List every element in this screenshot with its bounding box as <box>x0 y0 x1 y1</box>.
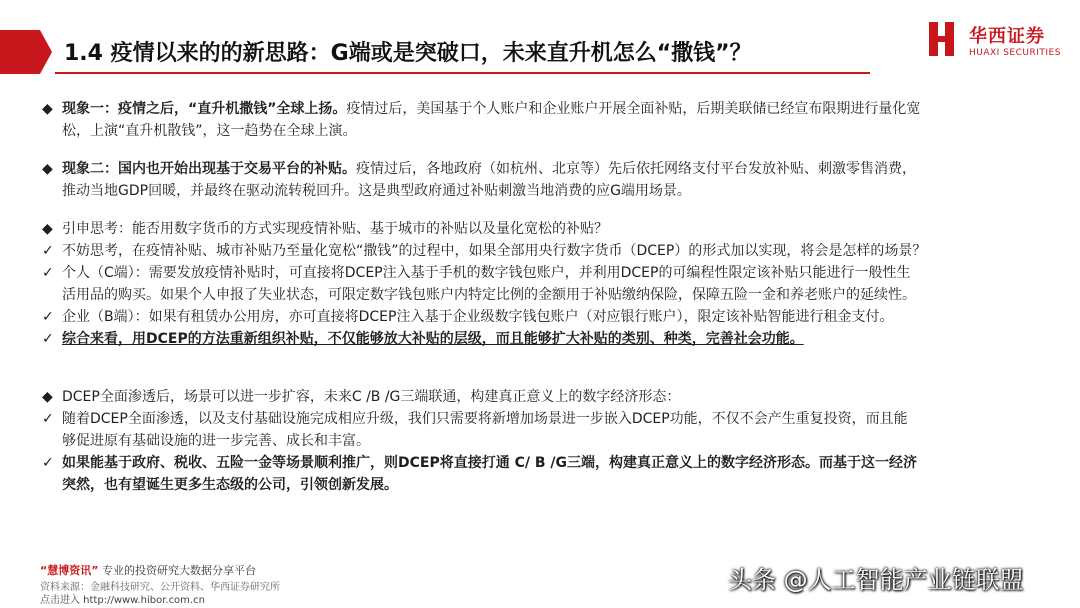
extended-thinking-heading: 引申思考：能否用数字货币的方式实现疫情补贴、基于城市的补贴以及量化宽松的补贴？ <box>62 221 608 237</box>
thinking-point-individual-cont: 活用品的购买。如果个人申报了失业状态，可限定数字钱包账户内特定比例的金额用于补贴缴纳保险，保障五险一金和养老账户的延续性。 <box>62 287 916 303</box>
logo-name-cn: 华西证券 <box>969 26 1045 47</box>
slide-content <box>40 98 1040 496</box>
section-extended-thinking <box>40 218 1040 350</box>
thinking-point-individual: 个人（C端）：需要发放疫情补贴时，可直接将DCEP注入基于手机的数字钱包账户，并利用DCEP的可编程性限定该补贴只能进行一般性生 <box>62 265 911 281</box>
diamond-bullet-icon: ◆ <box>42 389 53 405</box>
title-underline <box>55 72 870 74</box>
diamond-bullet-icon: ◆ <box>42 101 53 117</box>
source-note: 资料来源：金融科技研究、公开资料、华西证券研究所 <box>40 582 280 593</box>
checkmark-icon: ✓ <box>42 455 54 471</box>
dcep-point-two: 如果能基于政府、税收、五险一金等场景顺利推广，则DCEP将直接打通 C/ B /G三端，构建真正意义上的数字经济形态。而基于这一经济 <box>62 455 918 471</box>
phenomenon-two-lead: 现象二：国内也开始出现基于交易平台的补贴。 <box>62 161 356 177</box>
phenomenon-one-lead: 现象一：疫情之后，“直升机撒钱”全球上扬。 <box>62 101 347 117</box>
checkmark-icon: ✓ <box>42 309 54 325</box>
checkmark-icon: ✓ <box>42 265 54 281</box>
thinking-point-enterprise: 企业（B端）：如果有租赁办公用房，亦可直接将DCEP注入基于企业级数字钱包账户（对应银行账户），限定该补贴智能进行租金支付。 <box>62 309 894 325</box>
title-accent-bar <box>0 30 40 74</box>
huaxi-logo-mark-icon <box>925 20 963 60</box>
footer-tagline: 专业的投资研究大数据分享平台 <box>98 564 256 577</box>
phenomenon-two-text: 疫情过后，各地政府（如杭州、北京等）先后依托网络支付平台发放补贴、刺激零售消费， <box>356 161 916 177</box>
footer-brand-line <box>40 562 256 578</box>
huaxi-logo <box>925 20 1061 60</box>
phenomenon-one-text-cont: 松，上演“直升机散钱”，这一趋势在全球上演。 <box>62 123 357 139</box>
phenomenon-two-text-cont: 推动当地GDP回暖，并最终在驱动流转税回升。这是典型政府通过补贴刺激当地消费的应G端用场景。 <box>62 183 691 199</box>
dcep-point-two-cont: 突然，也有望诞生更多生态级的公司，引领创新发展。 <box>62 477 398 493</box>
diamond-bullet-icon: ◆ <box>42 221 53 237</box>
footer-brand: “慧博资讯” <box>40 564 99 577</box>
footer-link[interactable]: 点击进入 http://www.hibor.com.cn <box>40 595 205 606</box>
dcep-point-one: 随着DCEP全面渗透，以及支付基础设施完成相应升级，我们只需要将新增加场景进一步嵌入DCEP功能，不仅不会产生重复投资，而且能 <box>62 411 908 427</box>
thinking-point-summary: 综合来看，用DCEP的方法重新组织补贴，不仅能够放大补贴的层级，而且能够扩大补贴的类别、种类，完善社会功能。 <box>62 331 804 347</box>
title-accent-chevron <box>40 30 52 74</box>
section-phenomenon-two <box>40 158 1040 202</box>
phenomenon-one-text: 疫情过后，美国基于个人账户和企业账户开展全面补贴，后期美联储已经宣布限期进行量化宽 <box>346 101 921 117</box>
dcep-point-one-cont: 够促进原有基础设施的进一步完善、成长和丰富。 <box>62 433 370 449</box>
diamond-bullet-icon: ◆ <box>42 161 53 177</box>
checkmark-icon: ✓ <box>42 411 54 427</box>
thinking-point-one: 不妨思考，在疫情补贴、城市补贴乃至量化宽松“撒钱”的过程中，如果全部用央行数字货币（DCEP）的形式加以实现，将会是怎样的场景？ <box>62 243 927 259</box>
platform-watermark: 头条 @人工智能产业链联盟 <box>728 566 1024 594</box>
checkmark-icon: ✓ <box>42 243 54 259</box>
checkmark-icon: ✓ <box>42 331 54 347</box>
logo-name-en: HUAXI SECURITIES <box>969 48 1061 58</box>
section-phenomenon-one <box>40 98 1040 142</box>
dcep-expansion-heading: DCEP全面渗透后，场景可以进一步扩容，未来C /B /G三端联通，构建真正意义上的数字经济形态： <box>62 389 681 405</box>
section-dcep-expansion <box>40 386 1040 496</box>
page-title: 1.4 疫情以来的的新思路：G端或是突破口，未来直升机怎么“撒钱”？ <box>64 41 752 66</box>
